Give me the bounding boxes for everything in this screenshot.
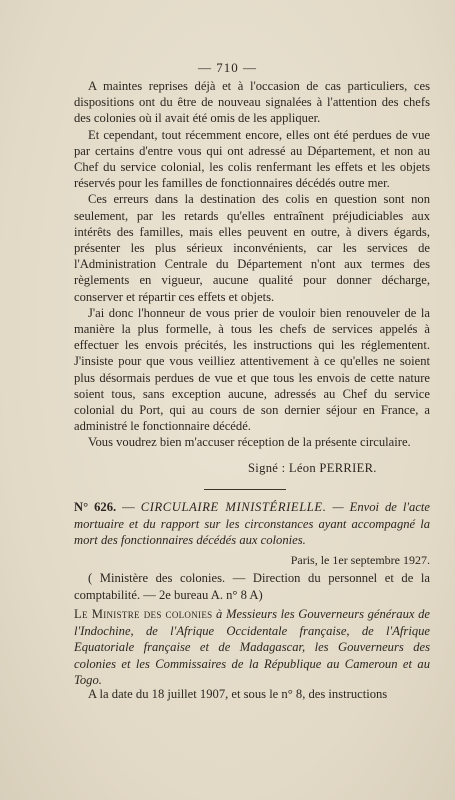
- addressee-lead: Le Ministre des colonies: [74, 607, 213, 621]
- paragraph-4: J'ai donc l'honneur de vous prier de vouloir bien renouveler de la manière la plus formelle, à tous les chefs de services appelés à effectuer les envois précités, les instructions qui les réglementent. J'insiste pour que vous veilliez attentivement à ce qu'elles ne soient plus désormais perdues de vue et que tous les envois de cette nature soient tous, sans exception aucune, adressés au Chef du service colonial du Port, qui au cours de son dernier séjour en France, a administré le fonctionnaire décédé.: [74, 305, 430, 434]
- circular-description: — Envoi de l'acte mortuaire et du rapport sur les circonstances ayant accompagné la mort des fonctionnaires décédés aux colonies.: [74, 500, 431, 547]
- paragraph-5: Vous voudrez bien m'accuser réception de la présente circulaire.: [88, 435, 411, 450]
- circular-number: N° 626.: [74, 500, 117, 514]
- signature: Signé : Léon PERRIER.: [248, 461, 377, 475]
- letter-body: [74, 78, 430, 451]
- ministry-line: ( Ministère des colonies. — Direction du personnel et de la comptabilité. — 2e bureau A. n° 8 A): [74, 571, 430, 602]
- page-number: — 710 —: [198, 60, 257, 75]
- place-date: Paris, le 1er septembre 1927.: [290, 553, 430, 567]
- section-divider: [204, 489, 286, 490]
- circular-dash: —: [116, 500, 141, 514]
- paragraph-2: Et cependant, tout récemment encore, elles ont été perdues de vue par certains d'entre vous qui ont adressé au Département, et non au Chef du service colonial, les colis renfermant les effets et les objets réservés pour les familles de fonctionnaires décédés outre mer.: [74, 127, 430, 191]
- paragraph-1: A maintes reprises déjà et à l'occasion de cas particuliers, ces dispositions ont du être de nouveau signalées à l'attention des chefs des colonies où il avait été omis de les appliquer.: [74, 79, 430, 126]
- addressee-rest: à Messieurs les Gouverneurs généraux de l'Indochine, de l'Afrique Occidentale française, de l'Afrique Equatoriale française et de Madagascar, les Gouverneurs des colonies et les Commissaires de la République au Cameroun et au Togo.: [74, 607, 430, 687]
- paragraph-3: Ces erreurs dans la destination des colis en question sont non seulement, par les retards qu'elles entraînent préjudiciables aux intérêts des familles, mais elles peuvent en outre, à divers égards, présenter les plus sérieux inconvénients, car les services de l'Administration Centrale du Département n'ont aux termes des règlements en vigueur, aucune qualité pour donner décharge, conserver et répartir ces effets et objets.: [74, 192, 430, 304]
- closing-line: A la date du 18 juillet 1907, et sous le n° 8, des instructions: [88, 687, 388, 701]
- circular-heading: [74, 499, 430, 549]
- addressee-block: [74, 606, 430, 689]
- circular-title: CIRCULAIRE MINISTÉRIELLE.: [140, 500, 327, 514]
